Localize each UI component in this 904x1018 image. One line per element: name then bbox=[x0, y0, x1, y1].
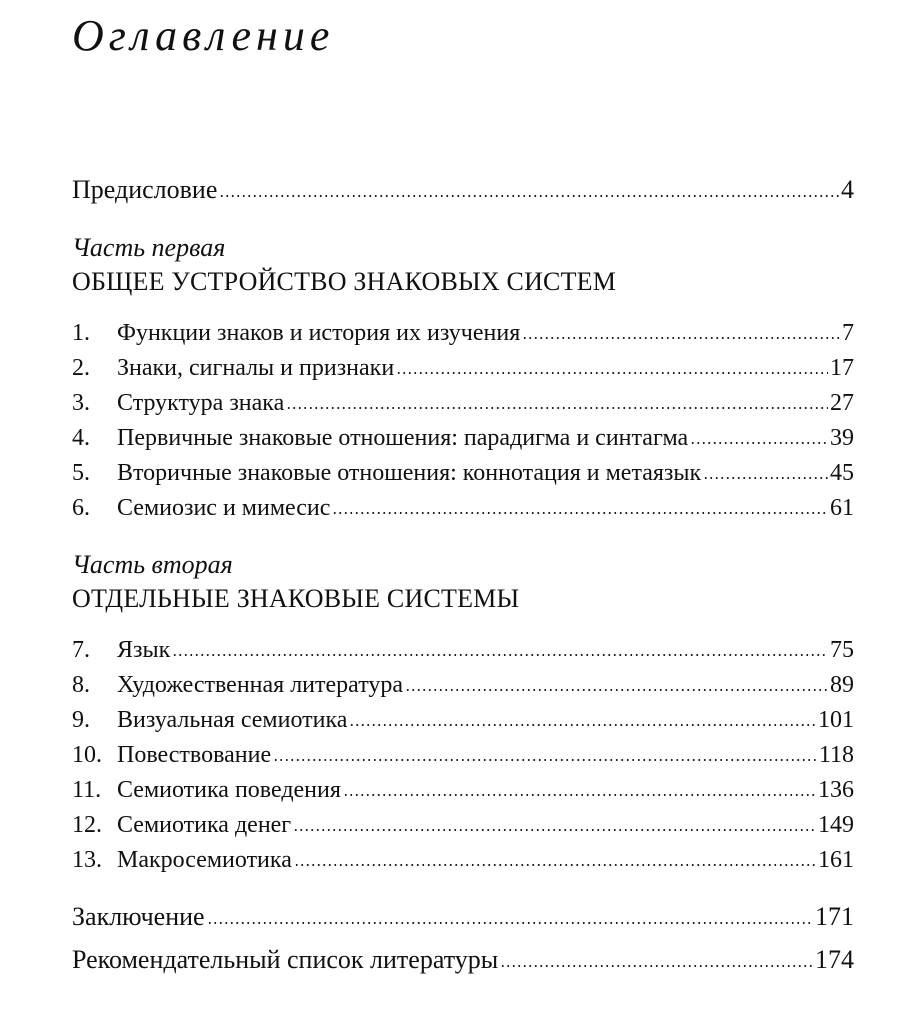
dot-leader bbox=[207, 916, 813, 925]
toc-entry-chapter bbox=[72, 390, 854, 417]
part-title: ОБЩЕЕ УСТРОЙСТВО ЗНАКОВЫХ СИСТЕМ bbox=[72, 267, 617, 296]
chapter-number: 12. bbox=[72, 812, 102, 838]
toc-entry-chapter bbox=[72, 707, 854, 734]
entry-label: Макросемиотика bbox=[117, 847, 292, 873]
entry-page: 7 bbox=[842, 320, 854, 346]
entry-page: 75 bbox=[830, 637, 854, 663]
dot-leader bbox=[396, 367, 828, 375]
entry-page: 4 bbox=[841, 175, 854, 204]
chapter-number: 13. bbox=[72, 847, 102, 873]
entry-label: Повествование bbox=[117, 742, 272, 768]
entry-page: 39 bbox=[830, 425, 854, 451]
dot-leader bbox=[500, 959, 813, 968]
entry-label: Функции знаков и история их изучения bbox=[117, 320, 521, 346]
entry-label: Первичные знаковые отношения: парадигма и синтагма bbox=[117, 425, 689, 451]
chapter-number: 5. bbox=[72, 460, 90, 486]
dot-leader bbox=[405, 684, 828, 692]
chapter-number: 10. bbox=[72, 742, 102, 768]
part-label: Часть первая bbox=[72, 233, 226, 262]
chapter-number: 6. bbox=[72, 495, 90, 521]
part-title: ОТДЕЛЬНЫЕ ЗНАКОВЫЕ СИСТЕМЫ bbox=[72, 584, 520, 613]
entry-page: 101 bbox=[818, 707, 854, 733]
chapter-number: 11. bbox=[72, 777, 102, 803]
entry-label: Структура знака bbox=[117, 390, 285, 416]
dot-leader bbox=[349, 719, 816, 727]
dot-leader bbox=[273, 754, 817, 762]
dot-leader bbox=[343, 789, 816, 797]
dot-leader bbox=[332, 507, 828, 515]
dot-leader bbox=[690, 437, 828, 445]
dot-leader bbox=[703, 472, 828, 480]
dot-leader bbox=[219, 189, 839, 198]
toc-entry-chapter bbox=[72, 355, 854, 382]
part-label: Часть вторая bbox=[72, 550, 233, 579]
entry-page: 45 bbox=[830, 460, 854, 486]
toc-entry-bibliography bbox=[72, 945, 854, 975]
toc-entry-preface bbox=[72, 175, 854, 205]
entry-label: Язык bbox=[117, 637, 171, 663]
dot-leader bbox=[294, 859, 816, 867]
chapter-number: 8. bbox=[72, 672, 90, 698]
chapter-number: 4. bbox=[72, 425, 90, 451]
entry-label: Предисловие bbox=[72, 175, 218, 204]
entry-page: 61 bbox=[830, 495, 854, 521]
dot-leader bbox=[172, 649, 828, 657]
toc-entry-chapter bbox=[72, 777, 854, 804]
toc-entry-chapter bbox=[72, 495, 854, 522]
dot-leader bbox=[293, 824, 816, 832]
toc-entry-chapter bbox=[72, 460, 854, 487]
entry-label: Заключение bbox=[72, 902, 205, 931]
entry-label: Семиозис и мимесис bbox=[117, 495, 331, 521]
toc-entry-chapter bbox=[72, 425, 854, 452]
entry-label: Вторичные знаковые отношения: коннотация и метаязык bbox=[117, 460, 702, 486]
chapter-number: 9. bbox=[72, 707, 90, 733]
entry-page: 174 bbox=[815, 945, 854, 974]
toc-entry-chapter bbox=[72, 742, 854, 769]
entry-page: 136 bbox=[818, 777, 854, 803]
toc-entry-chapter bbox=[72, 320, 854, 347]
chapter-number: 3. bbox=[72, 390, 90, 416]
chapter-number: 2. bbox=[72, 355, 90, 381]
entry-page: 17 bbox=[830, 355, 854, 381]
dot-leader bbox=[522, 332, 840, 340]
entry-page: 27 bbox=[830, 390, 854, 416]
entry-label: Художественная литература bbox=[117, 672, 404, 698]
toc-entry-chapter bbox=[72, 847, 854, 874]
entry-page: 161 bbox=[818, 847, 854, 873]
entry-label: Семиотика поведения bbox=[117, 777, 341, 803]
entry-label: Семиотика денег bbox=[117, 812, 292, 838]
toc-entry-conclusion bbox=[72, 902, 854, 932]
entry-label: Знаки, сигналы и признаки bbox=[117, 355, 395, 381]
toc-entry-chapter bbox=[72, 812, 854, 839]
entry-page: 89 bbox=[830, 672, 854, 698]
page-title: Оглавление bbox=[72, 11, 335, 60]
entry-label: Визуальная семиотика bbox=[117, 707, 348, 733]
entry-page: 171 bbox=[815, 902, 854, 931]
entry-page: 149 bbox=[818, 812, 854, 838]
chapter-number: 7. bbox=[72, 637, 90, 663]
dot-leader bbox=[286, 402, 828, 410]
entry-label: Рекомендательный список литературы bbox=[72, 945, 499, 974]
entry-page: 118 bbox=[818, 742, 854, 768]
toc-entry-chapter bbox=[72, 637, 854, 664]
chapter-number: 1. bbox=[72, 320, 90, 346]
toc-entry-chapter bbox=[72, 672, 854, 699]
